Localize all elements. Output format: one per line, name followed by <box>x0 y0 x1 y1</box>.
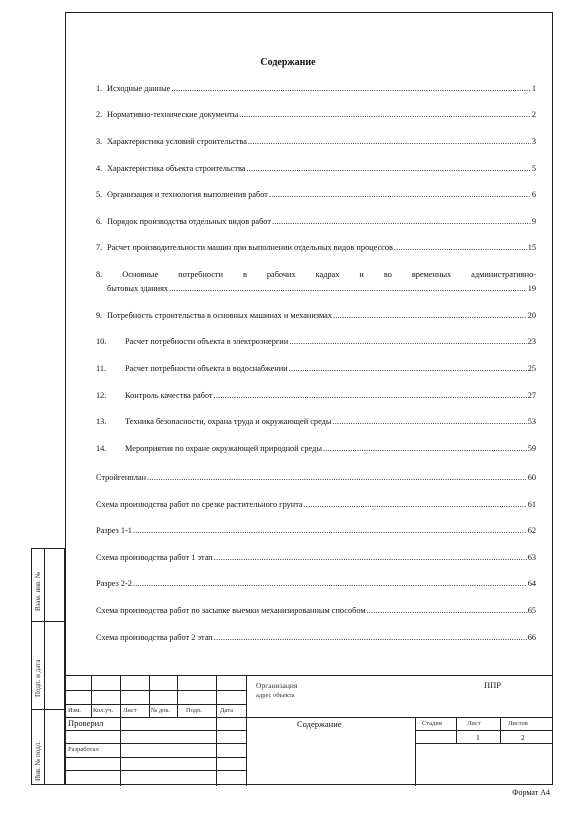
toc-item[interactable] <box>96 390 536 402</box>
page-title: Содержание <box>260 57 316 68</box>
stamp-line <box>120 717 121 786</box>
stamp-line <box>177 676 178 717</box>
toc-text: Организация и технология выполнения работ <box>107 190 268 199</box>
toc-item[interactable] <box>96 552 536 564</box>
toc-num: 9. <box>96 311 103 320</box>
inv-label: Инв. № подл. <box>34 741 42 781</box>
toc-item[interactable] <box>96 310 536 322</box>
toc-leader <box>171 83 531 95</box>
toc-item-multiline[interactable] <box>96 269 536 280</box>
vzam-label: Взам. инв. № <box>34 571 42 611</box>
toc-num: 10. <box>96 337 107 346</box>
toc-num: 14. <box>96 444 107 453</box>
stamp-line <box>65 757 246 758</box>
stamp-line <box>456 717 457 743</box>
toc-item-continuation[interactable] <box>107 283 536 295</box>
toc-item[interactable] <box>96 499 536 511</box>
toc-item[interactable] <box>96 525 536 537</box>
toc-page: 66 <box>527 633 536 642</box>
toc-page: 63 <box>527 553 536 562</box>
stamp-line <box>415 717 416 786</box>
toc-leader <box>332 416 526 428</box>
toc-leader <box>133 578 527 590</box>
toc-text: Мероприятия по охране окружающей природной среды <box>125 444 322 453</box>
sheets-label: Листов <box>508 720 528 727</box>
toc-num: 13. <box>96 417 107 426</box>
toc-leader <box>147 472 527 484</box>
toc-item[interactable] <box>96 443 536 455</box>
toc-page: 61 <box>527 500 536 509</box>
sheet-label: Лист <box>467 720 481 727</box>
toc-page: 3 <box>531 137 536 146</box>
stamp-line <box>91 676 92 717</box>
col-izm: Изм. <box>68 707 81 714</box>
toc-num: 3. <box>96 137 103 146</box>
stamp-line <box>120 676 121 717</box>
toc-page: 1 <box>531 84 536 93</box>
toc-num: 6. <box>96 217 103 226</box>
org-name: Организация <box>256 681 298 690</box>
toc-page: 6 <box>531 190 536 199</box>
stamp-line <box>415 730 553 731</box>
toc-page: 19 <box>527 284 536 293</box>
toc-item[interactable] <box>96 605 536 617</box>
toc-num: 11. <box>96 364 107 373</box>
toc-num: 5. <box>96 190 103 199</box>
toc-text: Схема производства работ 1 этап <box>96 553 213 562</box>
toc-page: 27 <box>527 391 536 400</box>
toc-text: Схема производства работ 2 этап <box>96 633 213 642</box>
developed-label: Разработал <box>68 746 99 753</box>
col-podp: Подп. <box>186 707 203 714</box>
toc-text: Расчет потребности объекта в электроэнергии <box>125 337 289 346</box>
side-stamp-divider <box>32 621 64 622</box>
toc-page: 64 <box>527 579 536 588</box>
toc-leader <box>323 443 527 455</box>
toc-page: 20 <box>527 311 536 320</box>
col-list: Лист <box>123 707 137 714</box>
toc-leader <box>246 163 530 175</box>
toc-text-line2: бытовых зданиях <box>107 284 169 293</box>
stamp-line <box>149 676 150 717</box>
toc-text: Нормативно-технические документы <box>107 110 239 119</box>
toc-leader <box>214 390 527 402</box>
toc-page: 23 <box>527 337 536 346</box>
sheet-title: Содержание <box>297 719 342 729</box>
col-data: Дата <box>220 707 233 714</box>
toc-item[interactable] <box>96 578 536 590</box>
toc-page: 9 <box>531 217 536 226</box>
toc-leader <box>304 499 527 511</box>
toc-page: 25 <box>527 364 536 373</box>
toc-leader <box>333 310 527 322</box>
toc-num: 1. <box>96 84 103 93</box>
toc-item[interactable] <box>96 83 536 95</box>
toc-text: Техника безопасности, охрана труда и окружающей среды <box>125 417 332 426</box>
toc-item[interactable] <box>96 363 536 375</box>
toc-leader <box>239 109 531 121</box>
toc-leader <box>367 605 527 617</box>
toc-text: Характеристика условий строительства <box>107 137 247 146</box>
toc-leader <box>272 216 531 228</box>
toc-num: 4. <box>96 164 103 173</box>
toc-leader <box>133 525 527 537</box>
stamp-line <box>500 717 501 743</box>
checked-label: Проверил <box>68 718 104 728</box>
stamp-line <box>65 704 246 705</box>
toc-text: Характеристика объекта строительства <box>107 164 246 173</box>
stamp-line <box>65 717 553 718</box>
toc-item[interactable] <box>96 216 536 228</box>
col-kol: Кол.уч. <box>93 707 114 714</box>
toc-leader <box>214 552 527 564</box>
toc-leader <box>169 283 527 295</box>
toc-item[interactable] <box>96 336 536 348</box>
toc-num: 2. <box>96 110 103 119</box>
toc-text: Контроль качества работ <box>125 391 213 400</box>
col-ndok: № док. <box>151 707 171 714</box>
toc-text: Схема производства работ по засыпке выемки механизированным способом <box>96 606 366 615</box>
toc-page: 59 <box>527 444 536 453</box>
stamp-line <box>65 730 246 731</box>
doc-code: ППР <box>484 680 502 690</box>
toc-leader <box>394 242 527 254</box>
sheets-count: 2 <box>521 733 525 742</box>
toc-page: 53 <box>527 417 536 426</box>
toc-item[interactable] <box>96 472 536 484</box>
stamp-line <box>246 676 247 786</box>
toc-leader <box>214 632 527 644</box>
object-address: адрес объекта <box>256 692 295 699</box>
toc-item[interactable] <box>96 136 536 148</box>
side-stamp <box>31 548 65 785</box>
side-stamp-column <box>44 549 45 784</box>
toc-leader <box>289 363 527 375</box>
toc-item[interactable] <box>96 632 536 644</box>
toc-page: 60 <box>527 473 536 482</box>
toc-leader <box>248 136 531 148</box>
toc-page: 65 <box>527 606 536 615</box>
side-stamp-divider <box>32 709 64 710</box>
toc-leader <box>289 336 527 348</box>
toc-text: Расчет производительности машин при выполнении отдельных видов процессов <box>107 243 393 252</box>
toc-page: 62 <box>527 526 536 535</box>
stage-label: Стадия <box>422 720 442 727</box>
title-block <box>65 675 553 786</box>
stamp-line <box>216 717 217 786</box>
toc-text: Разрез 2-2 <box>96 579 132 588</box>
toc-text: Расчет потребности объекта в водоснабжении <box>125 364 288 373</box>
toc-page: 5 <box>531 164 536 173</box>
toc-text: Исходные данные <box>107 84 171 93</box>
toc-page: 15 <box>527 243 536 252</box>
stamp-line <box>65 770 246 771</box>
toc-num: 12. <box>96 391 107 400</box>
toc-item[interactable] <box>96 242 536 254</box>
toc-item[interactable] <box>96 163 536 175</box>
stamp-line <box>65 743 246 744</box>
toc-text-line1: Основные потребности в рабочих кадрах и во временных административно- <box>122 270 537 279</box>
podp-label: Подп. и дата <box>34 659 42 697</box>
stamp-line <box>65 690 246 691</box>
toc-page: 2 <box>531 110 536 119</box>
toc-item[interactable] <box>96 416 536 428</box>
sheet-number: 1 <box>476 733 480 742</box>
stamp-line <box>415 743 553 744</box>
toc-item[interactable] <box>96 109 536 121</box>
toc-text: Стройгенплан <box>96 473 147 482</box>
stamp-line <box>216 676 217 717</box>
toc-text: Схема производства работ по срезке растительного грунта <box>96 500 303 509</box>
format-label: Формат А4 <box>512 788 550 797</box>
toc-num: 8. <box>96 270 103 279</box>
toc-text: Потребность строительства в основных машинах и механизмах <box>107 311 332 320</box>
toc-leader <box>269 189 531 201</box>
toc-text: Порядок производства отдельных видов работ <box>107 217 271 226</box>
toc-item[interactable] <box>96 189 536 201</box>
toc-text: Разрез 1-1 <box>96 526 132 535</box>
toc-num: 7. <box>96 243 103 252</box>
